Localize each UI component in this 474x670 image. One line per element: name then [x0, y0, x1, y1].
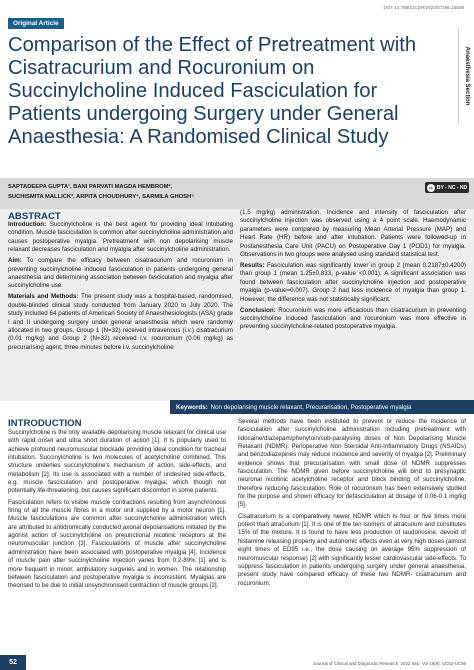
- intro-paragraph-2: Fasciculation refers to visible muscle contractions resulting from asynchronous firing of all the muscle fibres in a motor unit supplied by a motor neuron [1]. Muscle fasciculations are common after succinylcholine administration which are attributed to antidromically conducted axonal depolarisations initiated by the agonist action of succinylcholine on prejunctional nicotinic receptors at the neuromuscular junction [3]. Fasciculations of muscle after succinylcholine administration have been associated with postoperative myalgia [4]. Incidence of muscle pain after succinylcholine injection varies from 0.2-89% [1] and is more frequent in minor, ambulatory surgeries and in women. The relationship between fasciculation and postoperative myalgia is inconsistent. Myalgias are theorised to be due to initial unsynchronised contraction of muscle groups [2].: [8, 498, 226, 590]
- keywords-label: Keywords:: [176, 403, 208, 411]
- abstract-introduction: [8, 221, 233, 255]
- abstract-conclusion-label: Conclusion:: [240, 306, 276, 314]
- abstract-left-column: [8, 221, 233, 355]
- abstract-aim-text: To compare the efficacy between cisatracurium and rocuronium in preventing succinylcholine induced fasciculation in patients undergoing general anaesthesia and determining association between fasciculation and myalgia after succinylcholine use.: [8, 257, 233, 290]
- abstract-results-label: Results:: [240, 262, 265, 270]
- intro-paragraph-3: Several methods have been instituted to prevent or reduce the incidence of fasciculation after succinylcholine administration including pretreatment with lidocaine/diazepam/phenytoin/sub-paralysing doses of Non Depolarising Muscle Relaxant (NDMR). Perioperative Non Steroidal Anti-Inflammatory Drugs (NSAIDs) and benzodiazepines may reduce incidence and severity of myalgia [2]. Preliminary evidence shows that precurarisation with small dose of NDMR suppresses fasciculation. The NDMR given before succinylcholine will bind to presynaptic neuronal nicotinic acetylcholine receptor and block binding of succinylcholine, therefore reducing fasciculation. Role of rocuronium has been extensively studied for the purpose and shown efficacy for defasciculation at dosage of 0.06-0.1 mg/kg [5].: [238, 418, 466, 509]
- abstract-aim-label: Aim:: [8, 257, 22, 265]
- body-left-column: [8, 429, 226, 594]
- creative-commons-icon: cc: [428, 185, 434, 190]
- article-type-badge: Original Article: [8, 18, 64, 29]
- keywords-text: Non depolarising muscle relaxant, Precurarisation, Postoperative myalgia: [210, 403, 412, 411]
- intro-paragraph-1: Succinylcholine is the only available depolarising muscle relaxant for clinical use with rapid onset and ultra short duration of action [1]. It is popularly used to achieve profound neuromuscular blockade providing ideal condition for tracheal intubation. Succinylcholine is two molecules of acetylcholine combined. This structure underlies succinylcholine's mechanism of action, side-effects, and metabolism [2]. Its use is associated with a number of undesired side-effects, e.g. muscle fasciculation and postoperative myalgia; which though not potentially life-threatening, but causes significant discomfort in some patients.: [8, 429, 226, 495]
- doi-text: DOI: 10.7860/JCDR/2022/57396.16608: [383, 5, 464, 10]
- abstract-results-text: Fasciculation was significantly lower in group 2 (mean 0.2187±0.4200) than group 1 (mean 1.25±0.833, p-value <0.001). A significant association was found between fasciculation after succinylcholine injection and postoperative myalgia (p-value=0.007). Group 2 had less incidence of myalgia than group 1. However, the difference was not statistically significant.: [240, 262, 466, 303]
- abstract-methods: [8, 293, 233, 352]
- author-list: [8, 183, 408, 202]
- abstract-methods-continued: (1.5 mg/kg) administration. Incidence and intensity of fasciculation after succinylcholine injection was observed using a 4 point scale. Haemodynamic parameters were compared by measuring Mean Arterial Pressure (MAP) and Heart Rate (HR) before and after intubation. Patients were followed-up in Postanesthesia Care Unit (PACU) on Postoperative Day 1 (POD1) for myalgia. Observations in two groups were analysed using standard statistical test.: [240, 209, 466, 259]
- page-number: 52: [0, 655, 26, 670]
- abstract-methods-text: The present study was a hospital-based, randomised, double-blinded clinical study conducted from January 2020 to July 2020. The study included 64 patients of American Society of Anaesthesiologists (ASA) grade I and II undergoing surgery under general anaesthesia which were randomly allocated in two groups. Group 1 (N=32) received intravenous (i.v.) cisatracurium (0.01 mg/kg) and Group 2 (N=32) received i.v. rocuronium (0.06 mg/kg) as precurarising agent, three minutes before i.v. succinylcholine: [8, 293, 233, 351]
- license-badge[interactable]: [425, 182, 469, 193]
- abstract-results: [240, 262, 466, 304]
- journal-citation: Journal of Clinical and Diagnostic Research. 2022 Sep, Vol-16(9): UC52-UC56: [313, 661, 466, 666]
- abstract-intro-text: Succinylcholine is the best agent for providing ideal intubating condition. Muscle fasciculation is common after succinylcholine administration and causes postoperative myalgia. Pretreatment with non depolarising muscle relaxant decreases fasciculation and myalgia after succinylcholine administration.: [8, 221, 233, 254]
- section-side-tab: [458, 28, 474, 124]
- license-label: BY - NC - ND: [436, 184, 468, 191]
- abstract-conclusion-text: Rocuronium was more efficacious than cisatracurium in preventing succinylcholine induced fasciculation and rocuronium was more effective in preventing succinylcholine-related postoperative myalgia.: [240, 306, 466, 331]
- keywords-bar: [170, 400, 474, 414]
- abstract-aim: [8, 257, 233, 291]
- section-side-tab-label: Anaesthesia Section: [463, 46, 470, 106]
- intro-paragraph-4: Cisatracurium is a comparatively newer NDMR which is four or five times more potent than atracurium [1]. It is one of the ten isomers of atracurium and constitutes 15% of the mixture. It is found to have less production of laudonosine, devoid of histamine releasing property and autonomic effects even at very high doses (almost eight times of ED95 i.e., the dose causing on average 95% suppression of neuromuscular response) [2] with significantly lesser cardiovascular side-effects. To suppress fasciculation in patients undergoing surgery under general anaesthesia, present study have compared efficacy of these two NDMR- cisatracurium and rocuronium.: [238, 512, 466, 587]
- author-line-1: SAPTADEEPA GUPTA¹, BANI PARVATI MAGDA HEMBROM²,: [8, 184, 173, 190]
- author-line-2: SUCHISMITA MALLICK³, ARPITA CHOUDHURY⁴, SARMILA GHOSH⁵: [8, 193, 194, 200]
- article-title: Comparison of the Effect of Pretreatment with Cisatracurium and Rocuronium on Succinylcholine Induced Fasciculation for Patients undergoing Surgery under General Anaesthesia: A Randomised Clinical Study: [8, 34, 417, 148]
- abstract-heading: ABSTRACT: [8, 211, 61, 222]
- body-right-column: [238, 418, 466, 591]
- introduction-heading: INTRODUCTION: [8, 418, 82, 429]
- abstract-methods-label: Materials and Methods:: [8, 293, 79, 301]
- abstract-right-column: [240, 209, 466, 334]
- abstract-conclusion: [240, 307, 466, 332]
- abstract-intro-label: Introduction:: [8, 221, 47, 228]
